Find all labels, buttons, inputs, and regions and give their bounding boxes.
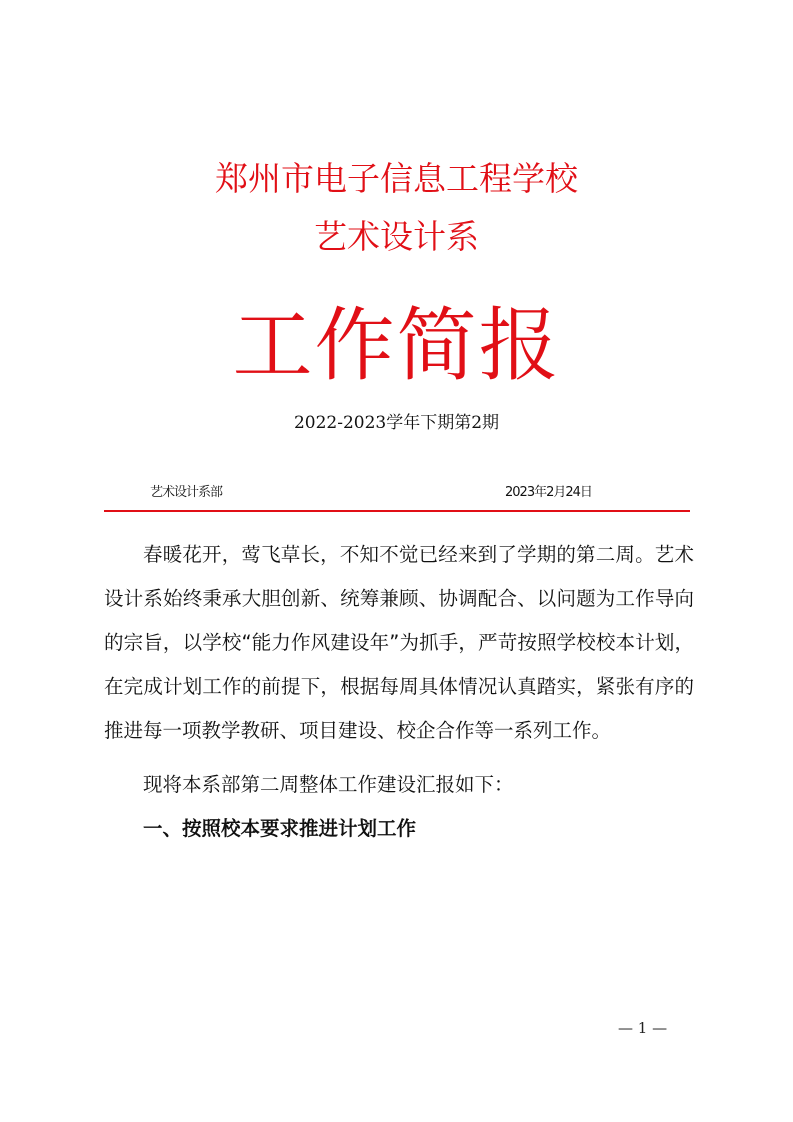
paragraph-spacer — [104, 753, 694, 763]
page-number: — 1 — — [618, 1019, 668, 1037]
issue-date: 2023年2月24日 — [505, 485, 592, 500]
header-divider — [104, 510, 690, 512]
department-name: 艺术设计系 — [314, 217, 479, 256]
section-heading-1: 一、按照校本要求推进计划工作 — [143, 817, 417, 840]
issuer-label: 艺术设计系部 — [150, 485, 223, 500]
bulletin-title: 工作简报 — [232, 299, 561, 392]
body-text — [104, 533, 694, 851]
issue-number: 2022-2023学年下期第2期 — [293, 413, 500, 433]
report-lead-paragraph: 现将本系部第二周整体工作建设汇报如下： — [143, 773, 514, 796]
intro-paragraph: 春暖花开，莺飞草长，不知不觉已经来到了学期的第二周。艺术设计系始终秉承大胆创新、统筹兼顾、协调配合、以问题为工作导向的宗旨，以学校“能力作风建设年”为抓手，严苛按照学校校本计划，在完成计划工作的前提下，根据每周具体情况认真踏实，紧张有序的推进每一项教学教研、项目建设、校企合作等一系列工作。 — [104, 543, 694, 742]
school-name: 郑州市电子信息工程学校 — [215, 159, 578, 198]
